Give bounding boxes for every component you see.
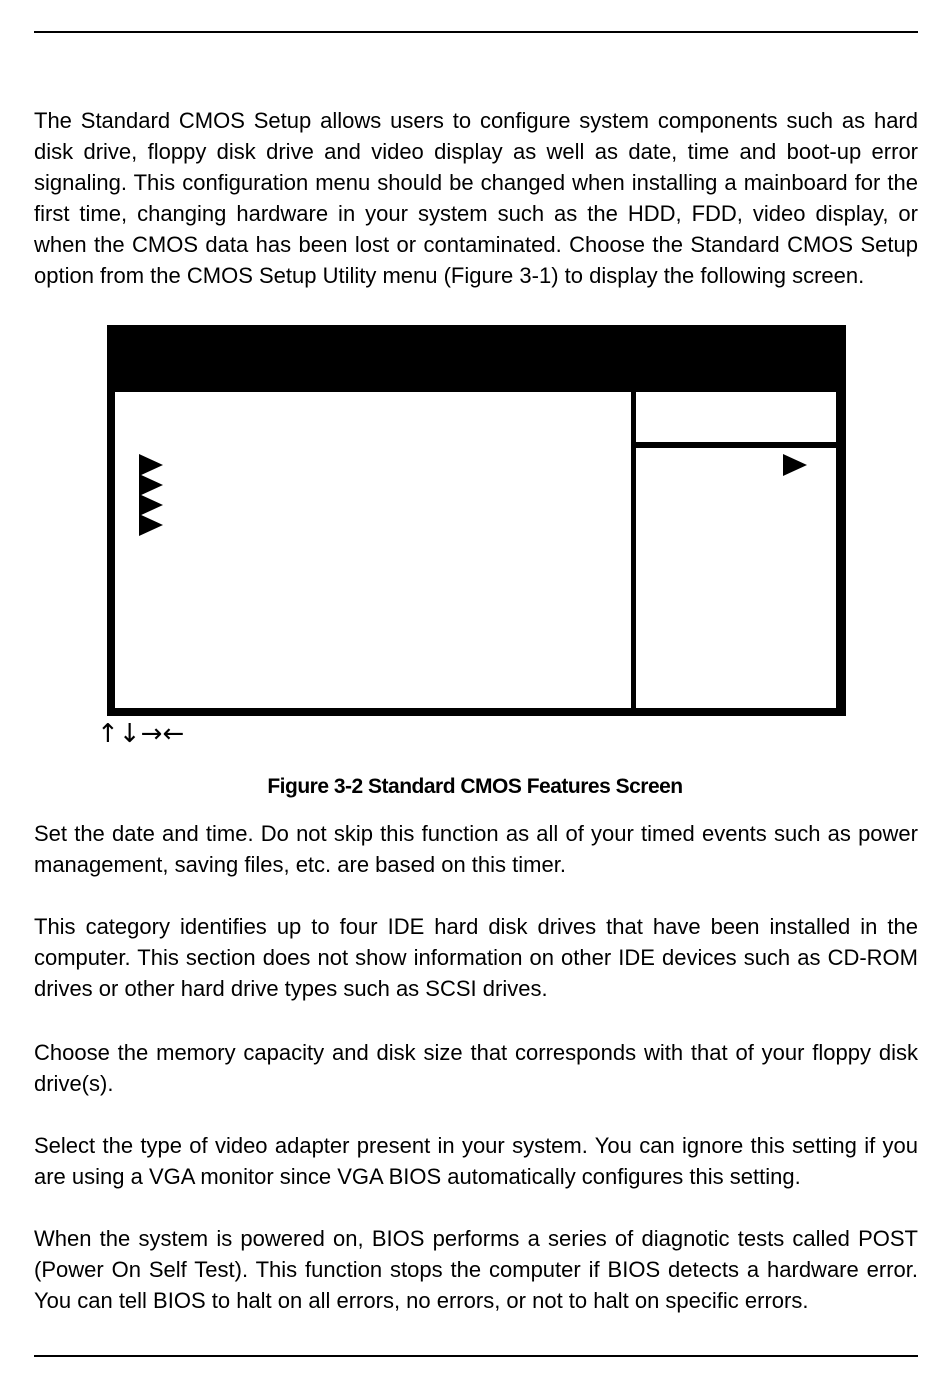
figure-caption: Figure 3-2 Standard CMOS Features Screen [267, 775, 683, 798]
figure-menu-panel [115, 392, 631, 708]
figure-help-panel [636, 448, 836, 708]
halt-on-paragraph: When the system is powered on, BIOS performs a series of diagnotic tests called POST (Power On Self Test). This function stops the computer if BIOS detects a hardware error. You can tell BIOS to halt on all errors, no errors, or not to halt on specific errors. [34, 1226, 918, 1313]
cmos-screen-figure [107, 325, 846, 716]
hard-disks-paragraph: This category identifies up to four IDE hard disk drives that have been installed in the computer. This section does not show information on other IDE devices such as CD-ROM drives or other hard drive types such as SCSI drives. [34, 914, 918, 1001]
submenu-arrow-icon [138, 474, 164, 496]
submenu-arrow-icon [138, 454, 164, 476]
date-time-paragraph: Set the date and time. Do not skip this function as all of your timed events such as power management, saving files, etc. are based on this timer. [34, 821, 918, 877]
pointer-arrow-icon [782, 454, 808, 476]
navigation-keys-arrows: ↑↓→← [97, 719, 185, 749]
submenu-arrow-icon [138, 514, 164, 536]
video-paragraph: Select the type of video adapter present in your system. You can ignore this setting if you are using a VGA monitor since VGA BIOS automatically configures this setting. [34, 1133, 918, 1189]
intro-paragraph: The Standard CMOS Setup allows users to configure system components such as hard disk drive, floppy disk drive and video display as well as date, time and boot-up error signaling. This configuration menu should be changed when installing a mainboard for the first time, changing hardware in your system such as the HDD, FDD, video display, or when the CMOS data has been lost or contaminated. Choose the Standard CMOS Setup option from the CMOS Setup Utility menu (Figure 3-1) to display the following screen. [34, 108, 918, 288]
top-rule [34, 31, 918, 33]
bottom-rule [34, 1355, 918, 1357]
submenu-arrow-icon [138, 494, 164, 516]
figure-help-header-panel [636, 392, 836, 442]
floppy-drive-paragraph: Choose the memory capacity and disk size that corresponds with that of your floppy disk drive(s). [34, 1040, 918, 1096]
